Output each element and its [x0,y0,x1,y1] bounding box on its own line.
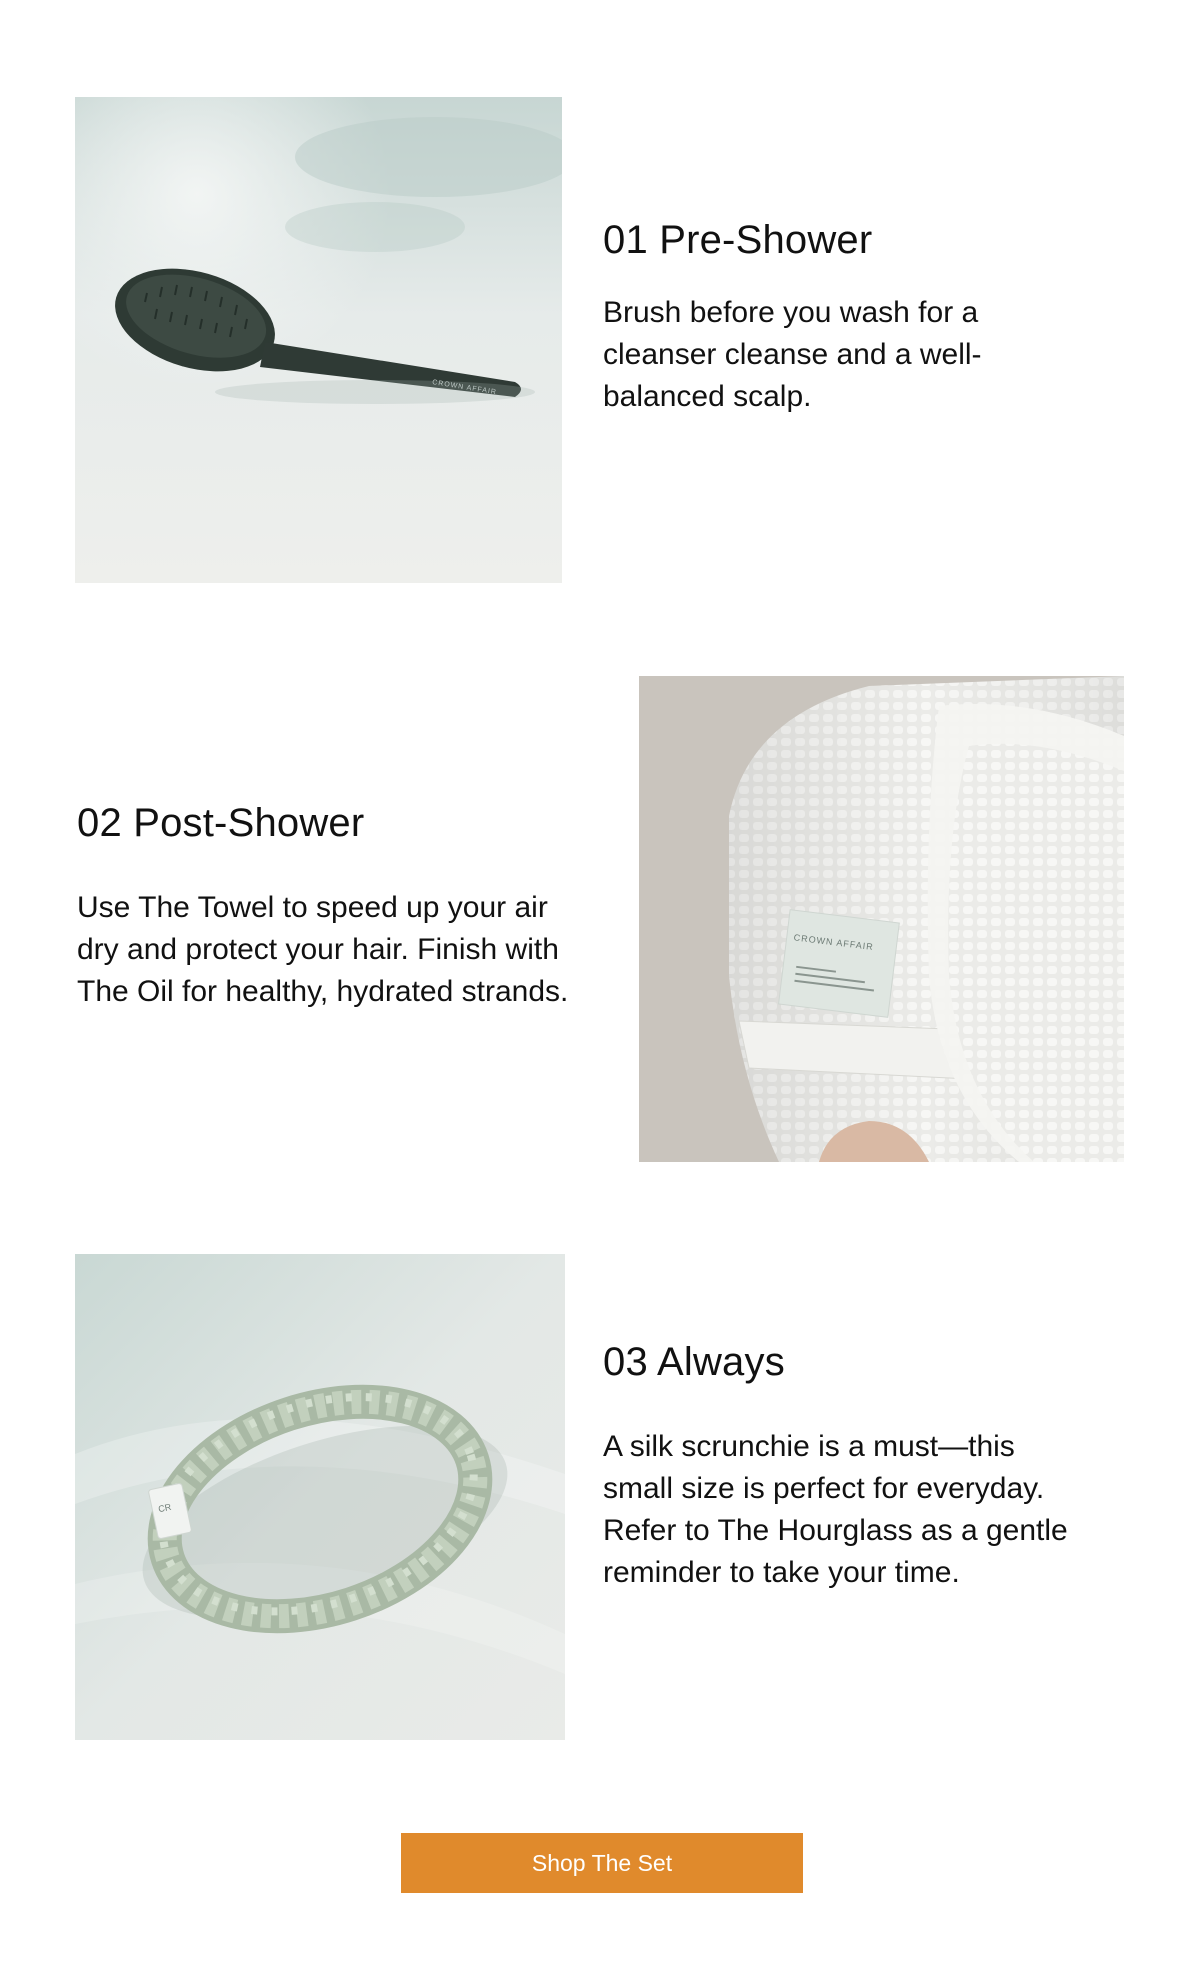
step-3-title: 03 Always [603,1340,785,1384]
brush-brand-mark: CROWN AFFAIR [431,379,498,397]
shop-the-set-button[interactable]: Shop The Set [401,1833,803,1893]
step-1-title: 01 Pre-Shower [603,218,873,262]
silk-scrunchie-photo [75,1254,565,1740]
step-3-body: A silk scrunchie is a must—this small size is perfect for everyday. Refer to The Hourglass as a gentle reminder to take your time. [603,1430,1068,1589]
step-2-title: 02 Post-Shower [77,801,365,845]
scrunchie-brand-mark: CR [157,1501,173,1515]
step-2-body: Use The Towel to speed up your air dry and protect your hair. Finish with The Oil for healthy, hydrated strands. [77,891,569,1008]
hair-towel-photo [639,676,1124,1162]
hair-brush-photo [75,97,562,583]
towel-brand-mark: CROWN AFFAIR [793,932,875,953]
step-1-body: Brush before you wash for a cleanser cleanse and a well-balanced scalp. [603,296,982,413]
